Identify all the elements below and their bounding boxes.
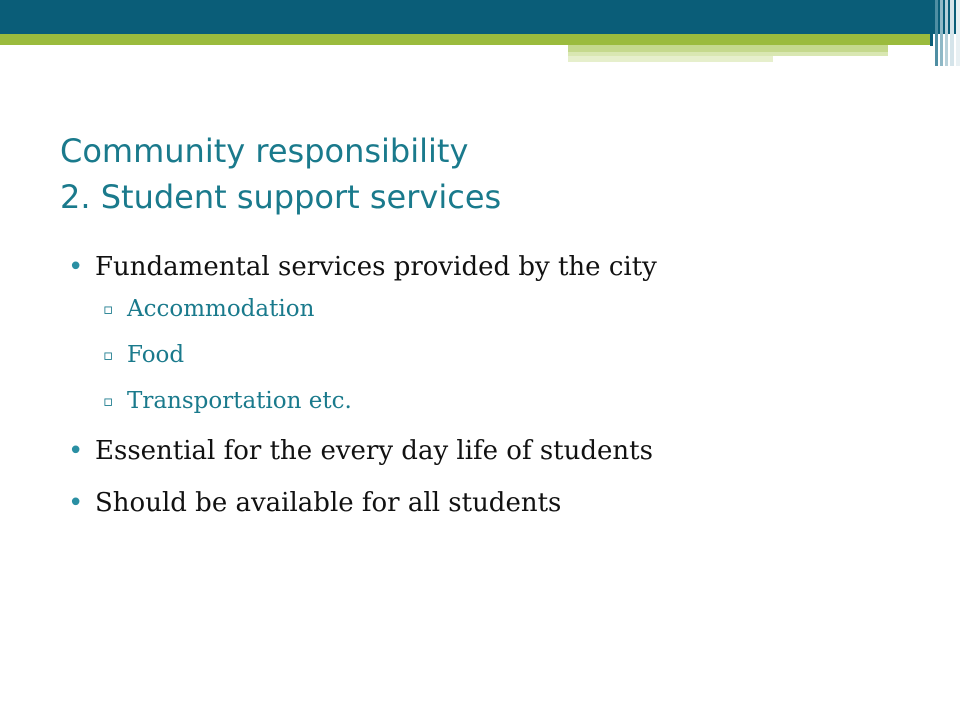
- sub-item-text: Food: [127, 342, 185, 368]
- decor-stripe: [950, 0, 954, 66]
- bullet-item: [68, 432, 928, 470]
- decor-stripe: [945, 0, 948, 66]
- decor-stripe: [930, 0, 933, 46]
- sub-item: [95, 338, 928, 372]
- bullet-text: Fundamental services provided by the city: [95, 252, 657, 282]
- bullet-item: [68, 248, 928, 418]
- decor-stripe: [935, 0, 938, 66]
- decor-stripe: [956, 0, 960, 66]
- sub-list: [95, 292, 928, 418]
- bullet-item: [68, 484, 928, 522]
- sub-item: [95, 292, 928, 326]
- bullet-text: Should be available for all students: [95, 488, 562, 518]
- sub-bullet-icon: ▫: [103, 346, 114, 364]
- sub-item-text: Transportation etc.: [127, 388, 352, 414]
- title-line-1: Community responsibility: [60, 132, 469, 170]
- decor-stripe: [940, 0, 943, 66]
- sub-item: [95, 384, 928, 418]
- title-line-2: 2. Student support services: [60, 178, 502, 216]
- green-accent-line: [0, 34, 930, 45]
- sub-bullet-icon: ▫: [103, 392, 114, 410]
- bullet-icon: •: [68, 488, 84, 518]
- bullet-text: Essential for the every day life of students: [95, 436, 653, 466]
- sub-item-text: Accommodation: [127, 296, 315, 322]
- green-pale-bar: [568, 56, 773, 62]
- bullet-icon: •: [68, 436, 84, 466]
- sub-bullet-icon: ▫: [103, 300, 114, 318]
- bullet-list: [68, 248, 928, 536]
- header-band: [0, 0, 960, 34]
- green-pale-bar: [568, 45, 888, 52]
- slide-title: [60, 128, 501, 220]
- bullet-icon: •: [68, 252, 84, 282]
